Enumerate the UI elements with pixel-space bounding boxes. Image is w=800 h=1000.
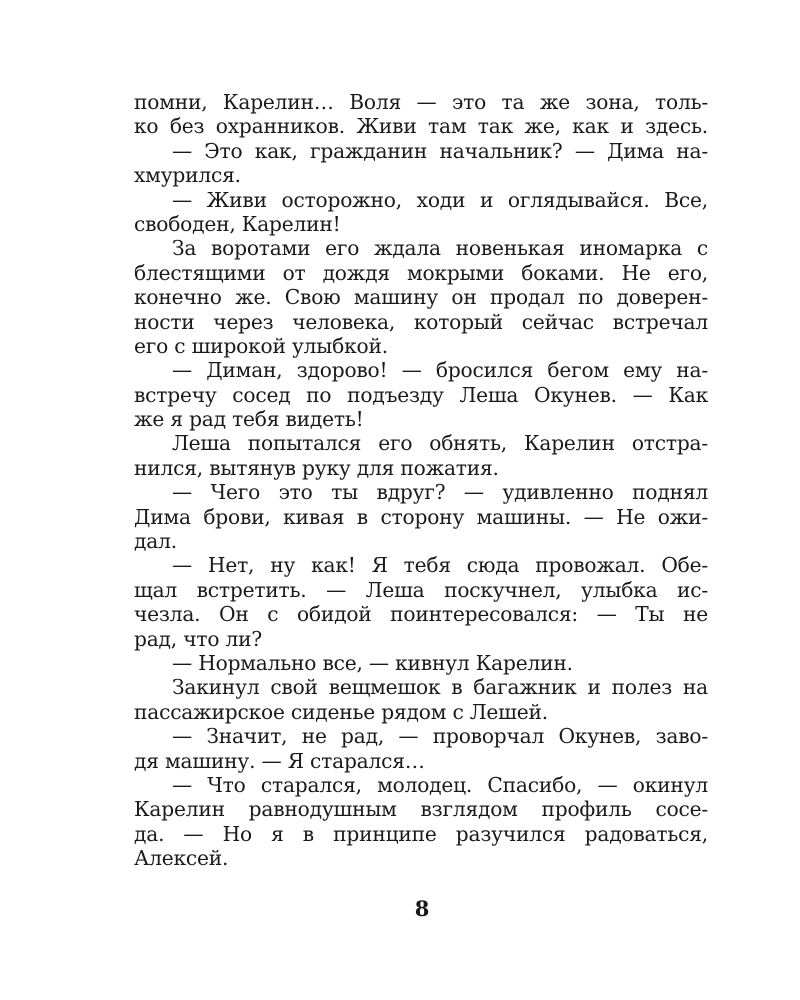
text-line: — Это как, гражданин начальник? — Дима на- <box>172 138 708 163</box>
text-line: Дима брови, кивая в сторону машины. — Не ожи- <box>134 504 708 529</box>
text-line: Алексей. <box>134 846 229 871</box>
text-line: Леша попытался его обнять, Карелин отстра- <box>172 431 708 456</box>
text-line: помни, Карелин… Воля — это та же зона, толь- <box>134 90 708 114</box>
text-line: чезла. Он с обидой поинтересовался: — Ты не <box>134 602 708 627</box>
text-line: — Диман, здорово! — бросился бегом ему на- <box>172 358 708 383</box>
text-line: — Нормально все, — кивнул Карелин. <box>172 650 573 675</box>
text-line: дал. <box>134 529 177 554</box>
text-line: конечно же. Свою машину он продал по доверен- <box>134 285 708 310</box>
text-line: свободен, Карелин! <box>134 211 341 236</box>
body-text <box>134 90 708 871</box>
text-line: его с широкой улыбкой. <box>134 333 388 358</box>
text-line: — Что старался, молодец. Спасибо, — окинул <box>172 772 708 797</box>
text-line: же я рад тебя видеть! <box>134 407 364 432</box>
text-line: встречу сосед по подъезду Леша Окунев. — Как <box>134 382 708 407</box>
text-line: хмурился. <box>134 163 241 188</box>
text-line: — Живи осторожно, ходи и оглядывайся. Все, <box>172 187 708 212</box>
text-line: ко без охранников. Живи там так же, как и здесь. <box>134 114 708 139</box>
text-line: рад, что ли? <box>134 626 263 651</box>
text-line: да. — Но я в принципе разучился радоваться, <box>134 821 708 846</box>
text-line: За воротами его ждала новенькая иномарка с <box>172 236 708 261</box>
text-line: — Значит, не рад, — проворчал Окунев, заво- <box>172 724 708 749</box>
text-line: Карелин равнодушным взглядом профиль сосе- <box>134 797 708 822</box>
text-line: — Нет, ну как! Я тебя сюда провожал. Обе- <box>172 553 708 578</box>
text-line: щал встретить. — Леша поскучнел, улыбка ис- <box>134 577 708 602</box>
text-line: блестящими от дождя мокрыми боками. Не его, <box>134 260 708 285</box>
text-line: ности через человека, который сейчас встречал <box>134 309 708 334</box>
text-line: нился, вытянув руку для пожатия. <box>134 455 499 480</box>
text-line: дя машину. — Я старался… <box>134 748 425 773</box>
page-number: 8 <box>414 896 430 921</box>
text-line: Закинул свой вещмешок в багажник и полез на <box>172 675 708 700</box>
text-line: пассажирское сиденье рядом с Лешей. <box>134 699 548 724</box>
text-line: — Чего это ты вдруг? — удивленно поднял <box>172 480 708 505</box>
